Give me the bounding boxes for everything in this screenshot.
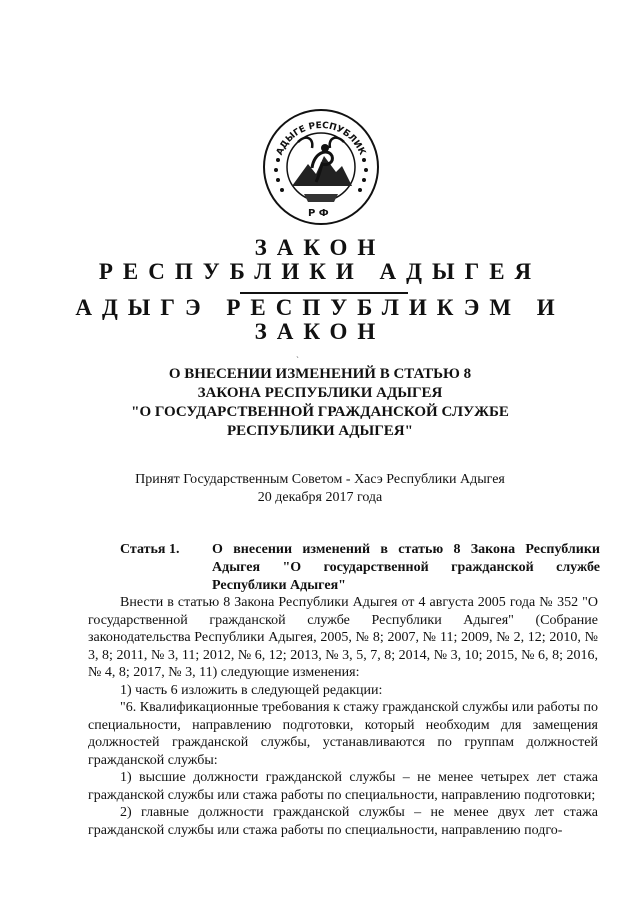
subject-line-4: РЕСПУБЛИКИ АДЫГЕЯ" <box>227 423 413 439</box>
emblem-letters: Р Ф <box>308 208 329 219</box>
heading-line-1: ЗАКОН <box>254 235 386 260</box>
heading-line-3: АДЫГЭ РЕСПУБЛИКЭМ И <box>75 295 565 320</box>
adoption-body: Принят Государственным Советом - Хасэ Республики Адыгея <box>135 472 505 487</box>
article-title: О внесении изменений в статью 8 Закона Республики Адыгея "О государственной гражданской службе Республики Адыгея" <box>212 542 600 593</box>
scan-speck: ` <box>296 355 299 365</box>
adoption-note <box>100 471 540 507</box>
emblem-ring-text: АДЫГЕ РЕСПУБЛИК <box>275 120 367 157</box>
subject-line-3: "О ГОСУДАРСТВЕННОЙ ГРАЖДАНСКОЙ СЛУЖБЕ <box>131 404 509 420</box>
paragraph: Внести в статью 8 Закона Республики Адыгея от 4 августа 2005 года № 352 "О государственной гражданской службе Республики Адыгея" (Собрание законодательства Республики Адыгея, 2005, № 8; 2007, № 11; 2009, № 2, 12; 2010, № 3, 8; 2011, № 3, 11; 2012, № 6, 12; 2013, № 3, 5, 7, 8; 2014, № 3, 10; 2015, № 6, 8; 2016, № 4, 8; 2017, № 3, 11) следующие изменения: <box>88 595 598 680</box>
subject-line-2: ЗАКОНА РЕСПУБЛИКИ АДЫГЕЯ <box>197 385 443 401</box>
law-subject <box>100 365 540 441</box>
adoption-date: 20 декабря 2017 года <box>257 490 383 505</box>
coat-of-arms-icon <box>262 108 380 226</box>
subject-line-1: О ВНЕСЕНИИ ИЗМЕНЕНИЙ В СТАТЬЮ 8 <box>168 366 472 382</box>
article-body <box>88 594 598 839</box>
heading-line-2: РЕСПУБЛИКИ АДЫГЕЯ <box>98 259 542 284</box>
heading-divider <box>240 292 408 294</box>
article-label: Статья 1. <box>120 542 180 557</box>
paragraph: "6. Квалификационные требования к стажу гражданской службы или работы по специальности, направлению подготовки, который необходим для замещения должностей гражданской службы, устанавливаются по группам должностей гражданской службы: <box>88 700 598 768</box>
paragraph: 2) главные должности гражданской службы – не менее двух лет стажа гражданской службы или стажа работы по специальности, направлению подго- <box>88 805 598 838</box>
paragraph: 1) высшие должности гражданской службы – не менее четырех лет стажа гражданской службы или стажа работы по специальности, направлению подготовки; <box>88 770 598 803</box>
heading-line-4: ЗАКОН <box>254 319 386 344</box>
paragraph: 1) часть 6 изложить в следующей редакции: <box>120 682 383 698</box>
